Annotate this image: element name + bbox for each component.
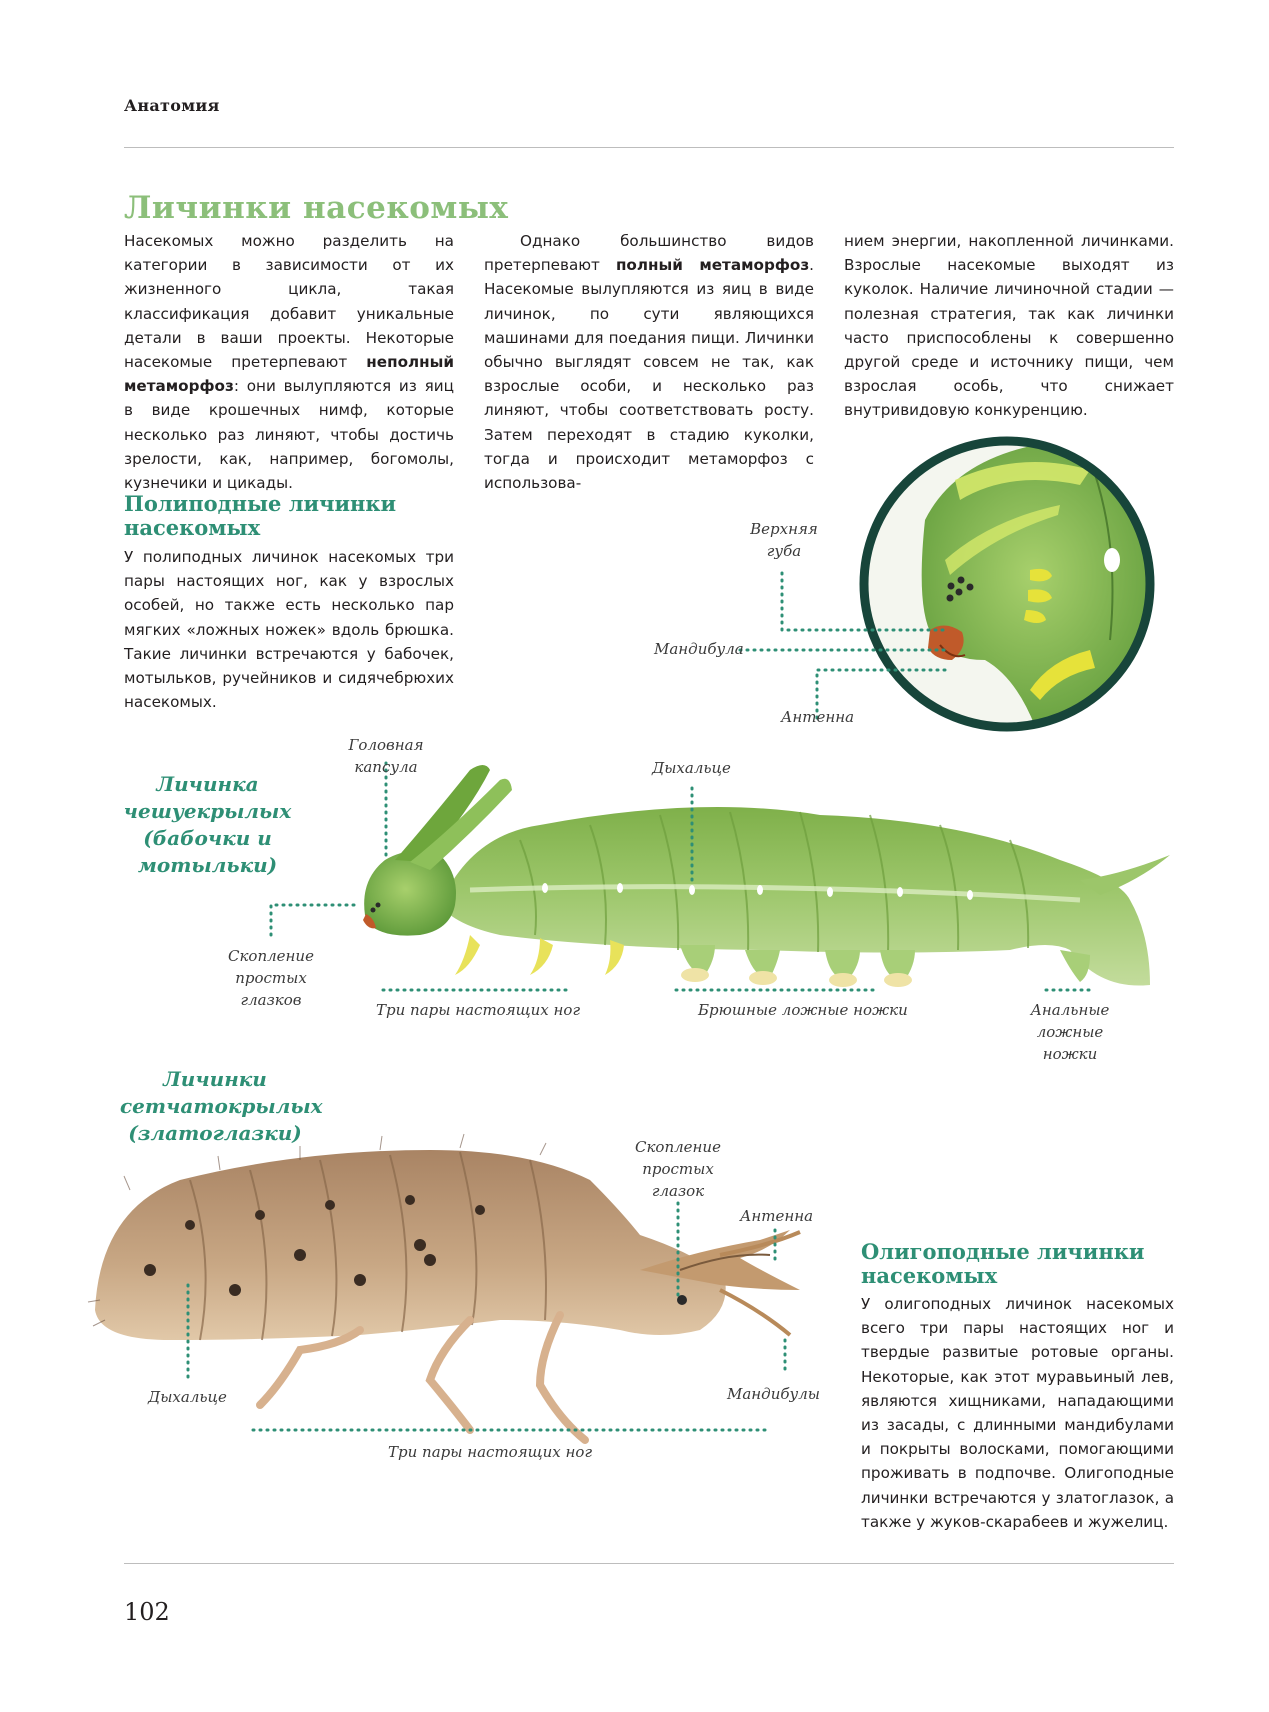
page-title: Личинки насекомых: [124, 190, 509, 226]
intro-col1-text-end: : они вылупляются из яиц в виде крошечных нимф, которые несколько раз линяют, чтобы достичь зрелости, как, например, богомолы, кузнечики и цикады.: [124, 377, 454, 493]
label-mandibles: Мандибулы: [727, 1385, 820, 1403]
intro-col2-text: Однако большинство видов претерпевают: [484, 232, 814, 275]
intro-column-3: нием энергии, накопленной личинками. Взрослые насекомые выходят из куколок. Наличие личиночной стадии — полезная стратегия, так как личинки часто приспособлены к совершенно другой среде и источнику пищи, чем взрослая особь, что снижает внутривидовую конкуренцию.: [844, 232, 1174, 420]
intro-col2-term: полный метаморфоз: [615, 256, 810, 275]
polypod-text: У полиподных личинок насекомых три пары настоящих ног, как у взрослых особей, но также есть несколько пар мягких «ложных ножек» вдоль брюшка. Такие личинки встречаются у бабочек, мотыльков, ручейников и сидячебрюхих насекомых.: [124, 548, 454, 712]
intro-col1-term: неполный метаморфоз: [124, 353, 454, 396]
caterpillar-illustration: [363, 765, 1170, 987]
label-mandible: Мандибула: [654, 640, 744, 658]
label-head-capsule: Головная капсула: [348, 736, 424, 776]
caterpillar-caption: Личинка чешуекрылых (бабочки и мотыльки): [123, 772, 292, 877]
label-prolegs: Брюшные ложные ножки: [698, 1001, 908, 1019]
label-antenna-detail: Антенна: [781, 708, 855, 726]
intro-col1-text: Насекомых можно разделить на категории в зависимости от их жизненного цикла, такая классификация добавит уникальные детали в ваши проекты. Некоторые насекомые претерпевают: [124, 232, 454, 372]
oligopod-text: У олигоподных личинок насекомых всего три пары настоящих ног и твердые развитые ротовые органы. Некоторые, как этот муравьиный лев, являются хищниками, нападающими из засады, с длинными мандибулами и покрыты волосками, помогающими проживать в подпочве. Олигоподные личинки встречаются у златоглазок, а также у жуков-скарабеев и жужелиц.: [861, 1295, 1174, 1531]
label-ocelli-caterpillar: Скопление простых глазков: [228, 947, 314, 1009]
head-detail-illustration: [864, 440, 1170, 740]
intro-col2-text-end: . Насекомые вылупляются из яиц в виде личинок, по сути являющихся машинами для поедания пищи. Личинки обычно выглядят совсем не так, как взрослые особи, и несколько раз линяют, чтобы соответствовать росту. Затем переходят в стадию куколки, тогда и происходит метаморфоз с использова-: [484, 256, 814, 493]
page-number: 102: [124, 1598, 170, 1626]
running-head: Анатомия: [124, 96, 220, 115]
label-true-legs-caterpillar: Три пары настоящих ног: [376, 1001, 581, 1019]
lacewing-caption: Личинки сетчатокрылых (златоглазки): [120, 1067, 323, 1145]
oligopod-heading: Олигоподные личинки насекомых: [861, 1239, 1145, 1288]
label-anal-prolegs: Анальные ложные ножки: [1030, 1001, 1110, 1063]
label-spiracle-lacewing: Дыхальце: [148, 1388, 227, 1406]
label-ocelli-lacewing: Скопление простых глазок: [635, 1138, 721, 1200]
label-true-legs-lacewing: Три пары настоящих ног: [388, 1443, 593, 1461]
label-antenna-lacewing: Антенна: [740, 1207, 814, 1225]
polypod-heading: Полиподные личинки насекомых: [124, 491, 397, 540]
label-upper-lip: Верхняя губа: [750, 520, 818, 560]
label-spiracle-caterpillar: Дыхальце: [652, 759, 731, 777]
footer-rule: [124, 1563, 1174, 1564]
